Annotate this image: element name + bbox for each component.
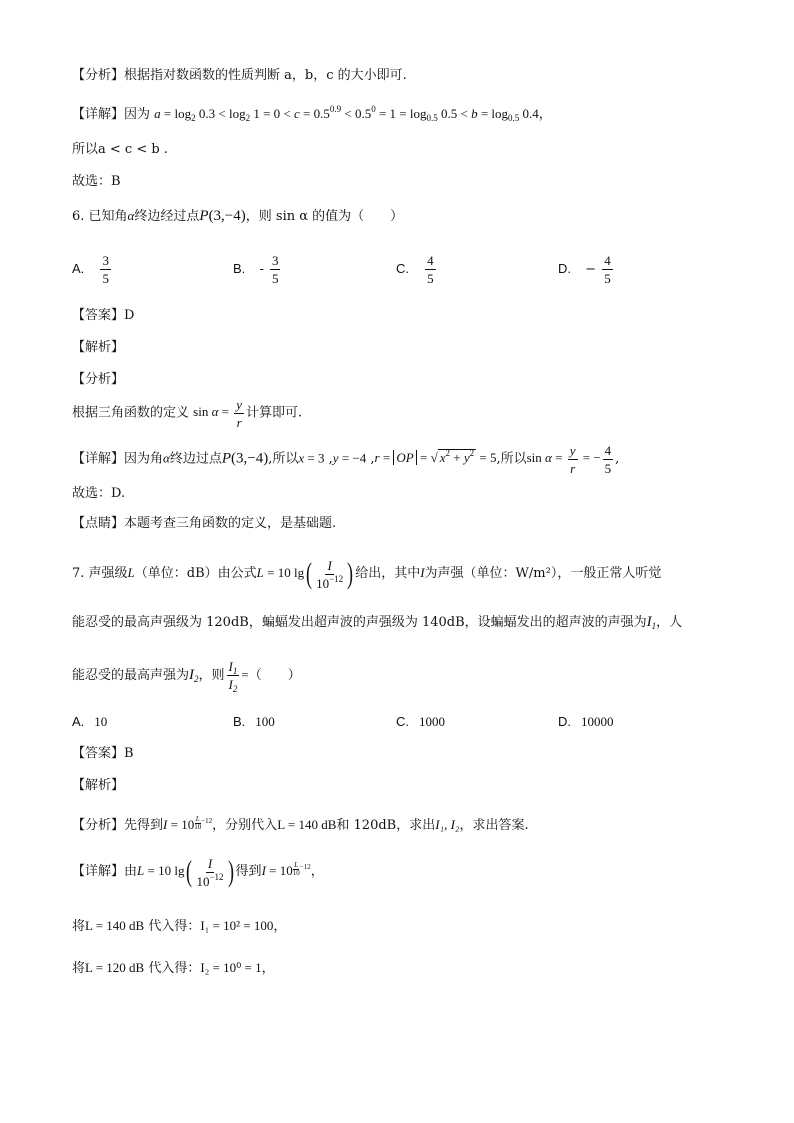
detail-formula: $a = \log_2 0.3 < \log_2 1 = 0 < c = 0.5^{0.9} < 0.5^0 = 1 = \log_{0.5} 0.5 < b = \log_{0.5} 0.4$: [154, 104, 539, 123]
q7-option-d[interactable]: D. 10000: [558, 714, 614, 729]
alpha-symbol: α: [127, 208, 135, 223]
q6-option-b[interactable]: B. - $\frac{3}{5}$: [233, 253, 279, 286]
q7-detail-line: 【详解】由L = 10 lg( $\frac{I}{10^{-12}}$ ) 得到I = 10 $\frac{L}{10}$ $^{-12}$，: [72, 855, 324, 889]
detail-tag: 【详解】: [72, 107, 125, 122]
fraction: $\frac{3}{5}$: [271, 253, 279, 286]
q6-analysis-line: 根据三角函数的定义 sin α = $\frac{y}{r}$ 计算即可.: [72, 397, 303, 430]
q7-line3: 能忍受的最高声强为$I_2$，则 $\frac{I_1}{I_2}$ =（ ）: [72, 659, 301, 694]
q6-stem: [72, 206, 403, 227]
q6-stem-suffix: ，则 sin α 的值为（ ）: [245, 209, 404, 224]
detail-prefix: 因为: [124, 107, 151, 122]
comment-tag: 【点睛】: [72, 516, 125, 531]
detail-tag: 【详解】: [72, 864, 125, 879]
answer-value: D: [124, 308, 135, 323]
q6-stem-prefix: 6. 已知角: [72, 209, 128, 224]
q7-sub2-line: 将L = 120 dB 代入得：I₂ = 10⁰ = 1，: [72, 960, 275, 976]
q7-stem: 7. 声强级L（单位：dB）由公式L = 10 lg( $\frac{I}{10^{-12}}$ ) 给出，其中I为声强（单位：W/m²），一般正常人听觉: [72, 557, 662, 591]
q6-jiexi-tag: 【解析】: [72, 340, 125, 355]
fx-so-line: 所以a < c < b .: [72, 142, 168, 157]
answer-value: B: [124, 746, 134, 761]
q6-comment-line: 【点睛】本题考查三角函数的定义，是基础题.: [72, 516, 337, 531]
q7-option-a[interactable]: A. 10: [72, 714, 108, 729]
q7-line2: 能忍受的最高声强级为 120dB，蝙蝠发出超声波的声强级为 140dB，设蝙蝠发出的超声波的声强为$I_1$，人: [72, 614, 683, 631]
answer-tag: 【答案】: [72, 308, 125, 323]
fx-detail-line: 【详解】因为 $a = \log_2 0.3 < \log_2 1 = 0 < c = 0.5^{0.9} < 0.5^0 = 1 = \log_{0.5} 0.5 < b = \log_{0.5} 0.4$，: [72, 104, 552, 123]
q7-jiexi-tag: 【解析】: [72, 778, 125, 793]
detail-tag: 【详解】: [72, 451, 125, 467]
analysis-tag: 【分析】: [72, 818, 125, 833]
fraction: $\frac{4}{5}$: [604, 253, 611, 286]
answer-tag: 【答案】: [72, 746, 125, 761]
q6-point: P(3,−4): [199, 208, 246, 224]
q7-answer-line: [72, 744, 134, 764]
q7-option-c[interactable]: C. 1000: [396, 714, 445, 729]
analysis-text: 根据指对数函数的性质判断 a，b，c 的大小即可.: [124, 68, 407, 83]
sign: −: [585, 262, 597, 277]
q6-analysis-tag: 【分析】: [72, 372, 125, 387]
q6-detail-line: 【详解】因为角α终边过点P(3,−4),所以x = 3 ,y = −4 ,r = OP = √ $x^2 + y^2 = 5$,所以sin α = $\frac{y}{r}$ = − $\frac{4}{5}$ ,: [72, 443, 620, 476]
sign: -: [259, 262, 264, 277]
q7-option-b[interactable]: B. 100: [233, 714, 275, 729]
q6-option-c[interactable]: C. $\frac{4}{5}$: [396, 253, 434, 286]
q6-select-line: 故选：D.: [72, 486, 126, 501]
alpha-symbol: α: [163, 450, 170, 466]
q7-sub1-line: 将L = 140 dB 代入得：I₁ = 10² = 100，: [72, 918, 287, 934]
q6-option-d[interactable]: D. − $\frac{4}{5}$: [558, 253, 611, 286]
fraction: $\frac{4}{5}$: [427, 253, 434, 286]
db-formula: L = 10 lg( $\frac{I}{10^{-12}}$ ): [256, 557, 354, 591]
fx-analysis-line: [72, 66, 407, 86]
fraction: $\frac{3}{5}$: [102, 253, 109, 286]
q6-option-a[interactable]: A. $\frac{3}{5}$: [72, 253, 109, 286]
q6-stem-mid: 终边经过点: [134, 209, 200, 224]
analysis-tag: 【分析】: [72, 68, 125, 83]
q7-analysis-line: 【分析】先得到I = 10 $\frac{L}{10}$ $^{-12}$，分别代入L = 140 dB和 120dB，求出I₁, I₂，求出答案.: [72, 815, 529, 833]
sin-def: sin α = $\frac{y}{r}$: [193, 397, 243, 430]
fx-select-line: 故选：B: [72, 174, 121, 189]
q6-answer-line: [72, 306, 134, 326]
